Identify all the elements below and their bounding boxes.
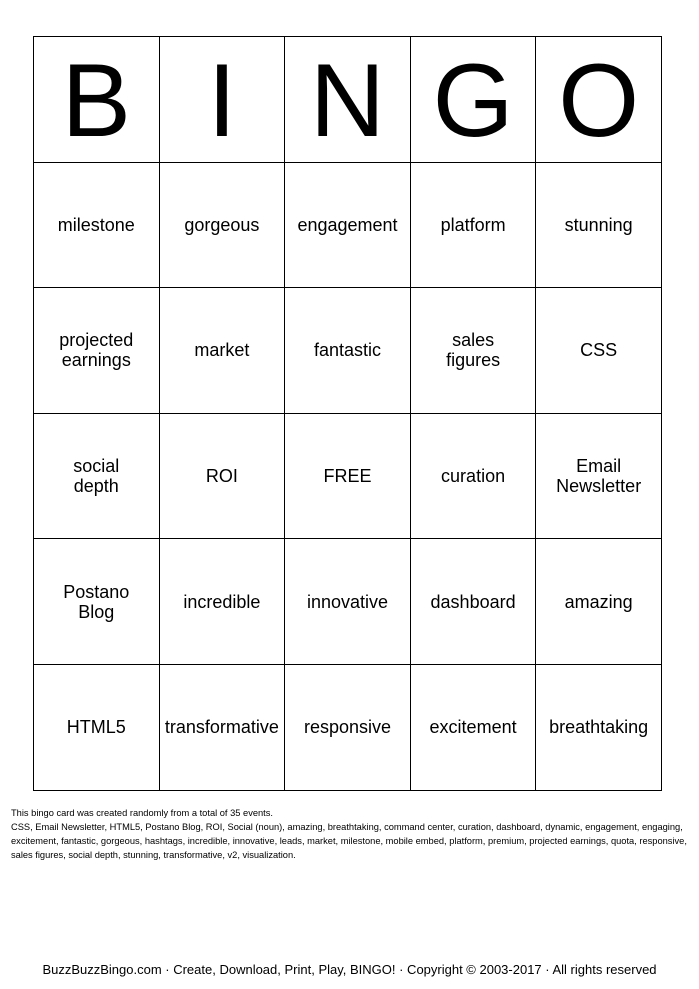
card-summary: This bingo card was created randomly from a total of 35 events. (11, 808, 273, 818)
bingo-cell: fantastic (285, 288, 411, 414)
bingo-row (34, 288, 662, 414)
bingo-cell: curation (410, 413, 536, 539)
card-notes (11, 806, 691, 862)
bingo-cell: Email Newsletter (536, 413, 662, 539)
bingo-cell: engagement (285, 162, 411, 288)
bingo-cell: sales figures (410, 288, 536, 414)
event-list: CSS, Email Newsletter, HTML5, Postano Blog, ROI, Social (noun), amazing, breathtaking, command center, curation, dashboard, dynamic, engagement, engaging, excitement, fantastic, gorgeous, hashtags, incredible, innovative, leads, market, milestone, mobile embed, platform, premium, projected earnings, quota, responsive, sales figures, social depth, stunning, transformative, v2, visualization. (11, 822, 687, 860)
bingo-cell: breathtaking (536, 664, 662, 790)
header-letter-g: G (410, 37, 536, 163)
free-space-cell: FREE (285, 413, 411, 539)
bingo-cell: Postano Blog (34, 539, 160, 665)
header-letter-n: N (285, 37, 411, 163)
bingo-cell: innovative (285, 539, 411, 665)
bingo-row (34, 162, 662, 288)
footer-copyright: BuzzBuzzBingo.com · Create, Download, Print, Play, BINGO! · Copyright © 2003-2017 · All rights reserved (42, 962, 657, 977)
bingo-cell: platform (410, 162, 536, 288)
bingo-cell: gorgeous (159, 162, 285, 288)
bingo-row (34, 539, 662, 665)
bingo-cell: excitement (410, 664, 536, 790)
bingo-cell: responsive (285, 664, 411, 790)
bingo-cell: dashboard (410, 539, 536, 665)
bingo-cell: stunning (536, 162, 662, 288)
bingo-cell: CSS (536, 288, 662, 414)
bingo-cell: transformative (159, 664, 285, 790)
bingo-cell: market (159, 288, 285, 414)
header-letter-b: B (34, 37, 160, 163)
bingo-row (34, 413, 662, 539)
bingo-cell: social depth (34, 413, 160, 539)
header-letter-i: I (159, 37, 285, 163)
bingo-cell: projected earnings (34, 288, 160, 414)
bingo-row (34, 664, 662, 790)
bingo-cell: incredible (159, 539, 285, 665)
bingo-header-row (34, 37, 662, 163)
bingo-cell: ROI (159, 413, 285, 539)
header-letter-o: O (536, 37, 662, 163)
bingo-card (33, 36, 662, 791)
bingo-cell: HTML5 (34, 664, 160, 790)
bingo-cell: milestone (34, 162, 160, 288)
bingo-cell: amazing (536, 539, 662, 665)
